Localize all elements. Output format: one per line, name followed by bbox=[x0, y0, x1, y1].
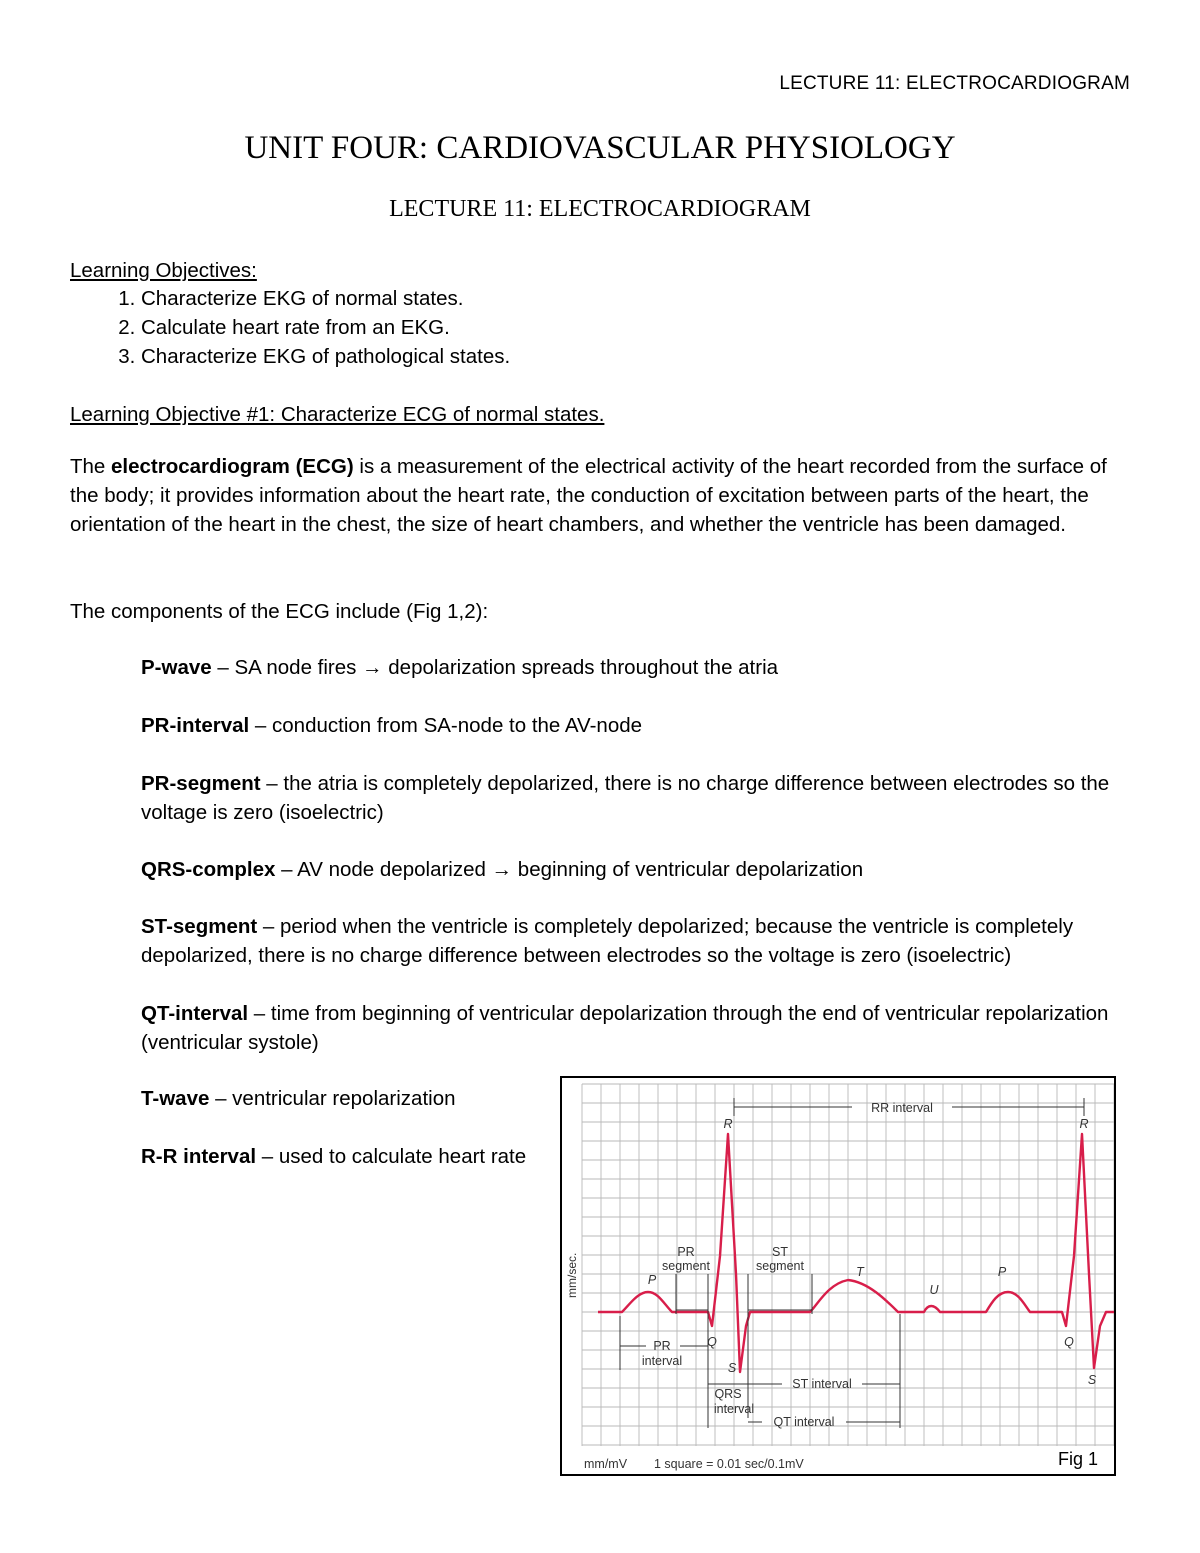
lo1-heading: Learning Objective #1: Characterize ECG of normal states. bbox=[70, 403, 605, 426]
y-axis-label: mm/sec. bbox=[565, 1252, 579, 1298]
component-t-wave bbox=[141, 1084, 561, 1113]
component-term: PR-segment bbox=[141, 772, 261, 795]
component-desc: – period when the ventricle is completely depolarized; because the ventricle is completely depolarized, there is no charge difference between electrodes so the voltage is zero (isoelectric) bbox=[141, 915, 1074, 967]
component-desc: – time from beginning of ventricular depolarization through the end of ventricular repolarization (ventricular systole) bbox=[141, 1002, 1109, 1054]
objectives-heading: Learning Objectives: bbox=[70, 259, 257, 282]
component-desc: – SA node fires → depolarization spreads throughout the atria bbox=[211, 656, 779, 679]
component-desc: – ventricular repolarization bbox=[209, 1087, 456, 1110]
intro-term: electrocardiogram (ECG) bbox=[111, 455, 354, 478]
running-header: LECTURE 11: ELECTROCARDIOGRAM bbox=[779, 73, 1130, 94]
objective-item: 3. Characterize EKG of pathological states. bbox=[141, 342, 510, 371]
label-u: U bbox=[929, 1283, 939, 1297]
component-term: PR-interval bbox=[141, 714, 250, 737]
ecg-figure bbox=[560, 1076, 1116, 1476]
component-desc: – the atria is completely depolarized, there is no charge difference between electrodes so the voltage is zero (isoelectric) bbox=[141, 772, 1110, 824]
lecture-title: LECTURE 11: ELECTROCARDIOGRAM bbox=[389, 196, 811, 222]
component-term: R-R interval bbox=[141, 1145, 257, 1168]
label-r: R bbox=[1079, 1117, 1089, 1131]
component-pr-segment bbox=[141, 769, 1141, 827]
label-p: P bbox=[647, 1273, 657, 1287]
label-qrs-interval: interval bbox=[713, 1402, 755, 1416]
component-term: ST-segment bbox=[141, 915, 258, 938]
objective-item: 1. Characterize EKG of normal states. bbox=[141, 284, 510, 313]
label-st-segment: segment bbox=[756, 1259, 804, 1273]
objectives-list bbox=[103, 284, 510, 371]
label-p: P bbox=[997, 1265, 1007, 1279]
label-st-interval: ST interval bbox=[792, 1377, 852, 1391]
label-pr-segment: PR bbox=[677, 1245, 695, 1259]
component-pr-interval bbox=[141, 711, 1141, 740]
component-qrs-complex bbox=[141, 855, 1141, 884]
label-pr-segment: segment bbox=[662, 1259, 710, 1273]
figure-footer-scale: 1 square = 0.01 sec/0.1mV bbox=[654, 1457, 804, 1471]
component-desc: – conduction from SA-node to the AV-node bbox=[249, 714, 643, 737]
label-qrs-interval: QRS bbox=[714, 1387, 742, 1401]
label-s: S bbox=[1087, 1373, 1097, 1387]
label-s: S bbox=[727, 1361, 737, 1375]
label-q: Q bbox=[707, 1335, 717, 1349]
label-st-segment: ST bbox=[772, 1245, 788, 1259]
objective-item: 2. Calculate heart rate from an EKG. bbox=[141, 313, 510, 342]
intro-paragraph bbox=[70, 452, 1140, 539]
label-rr-interval: RR interval bbox=[871, 1101, 933, 1115]
component-term: T-wave bbox=[141, 1087, 210, 1110]
unit-title: UNIT FOUR: CARDIOVASCULAR PHYSIOLOGY bbox=[244, 130, 956, 166]
component-qt-interval bbox=[141, 999, 1141, 1057]
component-st-segment bbox=[141, 912, 1141, 970]
label-pr-interval: interval bbox=[641, 1354, 683, 1368]
intro-text: is a measurement of the electrical activity of the heart recorded from the surface of the body; it provides information about the heart rate, the conduction of excitation between parts of the heart, the orientation of the heart in the chest, the size of heart chambers, and whether the ventricle has been damaged. bbox=[70, 455, 1107, 536]
component-term: QT-interval bbox=[141, 1002, 249, 1025]
label-q: Q bbox=[1064, 1335, 1074, 1349]
ecg-trace bbox=[598, 1134, 1114, 1372]
component-rr-interval bbox=[141, 1142, 561, 1171]
figure-caption: Fig 1 bbox=[1057, 1449, 1098, 1469]
component-term: P-wave bbox=[141, 656, 212, 679]
label-qt-interval: QT interval bbox=[773, 1415, 835, 1429]
figure-footer-units: mm/mV bbox=[584, 1457, 628, 1471]
component-term: QRS-complex bbox=[141, 858, 276, 881]
component-p-wave bbox=[141, 653, 1141, 682]
label-r: R bbox=[723, 1117, 733, 1131]
label-pr-interval: PR bbox=[653, 1339, 671, 1353]
components-intro: The components of the ECG include (Fig 1,2): bbox=[70, 600, 489, 623]
component-desc: – AV node depolarized → beginning of ventricular depolarization bbox=[275, 858, 864, 881]
label-t: T bbox=[856, 1265, 864, 1279]
ecg-diagram bbox=[562, 1078, 1114, 1474]
intro-text: The bbox=[70, 455, 112, 478]
component-desc: – used to calculate heart rate bbox=[256, 1145, 527, 1168]
